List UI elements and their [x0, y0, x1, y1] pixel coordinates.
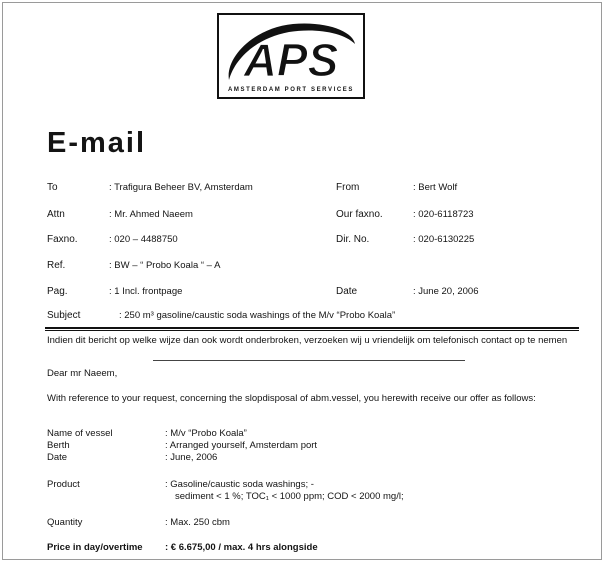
ref-label: Ref. [47, 260, 66, 271]
attn-value: : Mr. Ahmed Naeem [109, 209, 193, 220]
quantity-label: Quantity [47, 517, 83, 528]
top-rule-thin [45, 330, 579, 331]
product-spec: sediment < 1 %; TOC₁ < 1000 ppm; COD < 2000 mg/l; [175, 491, 404, 502]
price-value: : € 6.675,00 / max. 4 hrs alongside [165, 542, 318, 553]
fax-page [2, 2, 602, 560]
ref-value: : BW – “ Probo Koala “ – A [109, 260, 221, 271]
attn-label: Attn [47, 209, 65, 220]
from-value: : Bert Wolf [413, 182, 458, 193]
offer-date-value: : June, 2006 [165, 452, 218, 463]
subject-label: Subject [47, 310, 81, 321]
vessel-name-value: : M/v “Probo Koala” [165, 428, 247, 439]
intro-paragraph: With reference to your request, concerning the slopdisposal of abm.vessel, you herewith receive our offer as follows: [47, 393, 536, 404]
offer-date-label: Date [47, 452, 68, 463]
faxno-label: Faxno. [47, 234, 78, 245]
svg-text:APS: APS [243, 34, 339, 86]
top-rule [45, 327, 579, 329]
price-label: Price in day/overtime [47, 542, 143, 553]
from-label: From [336, 182, 360, 193]
product-label: Product [47, 479, 80, 490]
date-value: : June 20, 2006 [413, 286, 479, 297]
aps-logo [217, 13, 365, 99]
interruption-notice: Indien dit bericht op welke wijze dan ook wordt onderbroken, verzoeken wij u vriendelijk om telefonisch contact op te nemen [47, 335, 568, 346]
subject-value: : 250 m³ gasoline/caustic soda washings of the M/v “Probo Koala” [119, 310, 396, 321]
to-label: To [47, 182, 58, 193]
our-faxno-label: Our faxno. [336, 209, 383, 220]
document-title: E-mail [47, 127, 147, 159]
aps-logo-subtitle: AMSTERDAM PORT SERVICES [227, 87, 355, 93]
dir-no-value: : 020-6130225 [413, 234, 475, 245]
product-value: : Gasoline/caustic soda washings; - [165, 479, 314, 490]
berth-value: : Arranged yourself, Amsterdam port [165, 440, 318, 451]
berth-label: Berth [47, 440, 70, 451]
quantity-value: : Max. 250 cbm [165, 517, 230, 528]
pag-value: : 1 Incl. frontpage [109, 286, 183, 297]
vessel-name-label: Name of vessel [47, 428, 113, 439]
our-faxno-value: : 020-6118723 [413, 209, 474, 220]
aps-logo-mark [223, 18, 359, 86]
pag-label: Pag. [47, 286, 68, 297]
bottom-rule [153, 360, 465, 361]
faxno-value: : 020 – 4488750 [109, 234, 178, 245]
salutation: Dear mr Naeem, [47, 368, 118, 379]
date-label: Date [336, 286, 358, 297]
to-value: : Trafigura Beheer BV, Amsterdam [109, 182, 253, 193]
dir-no-label: Dir. No. [336, 234, 370, 245]
